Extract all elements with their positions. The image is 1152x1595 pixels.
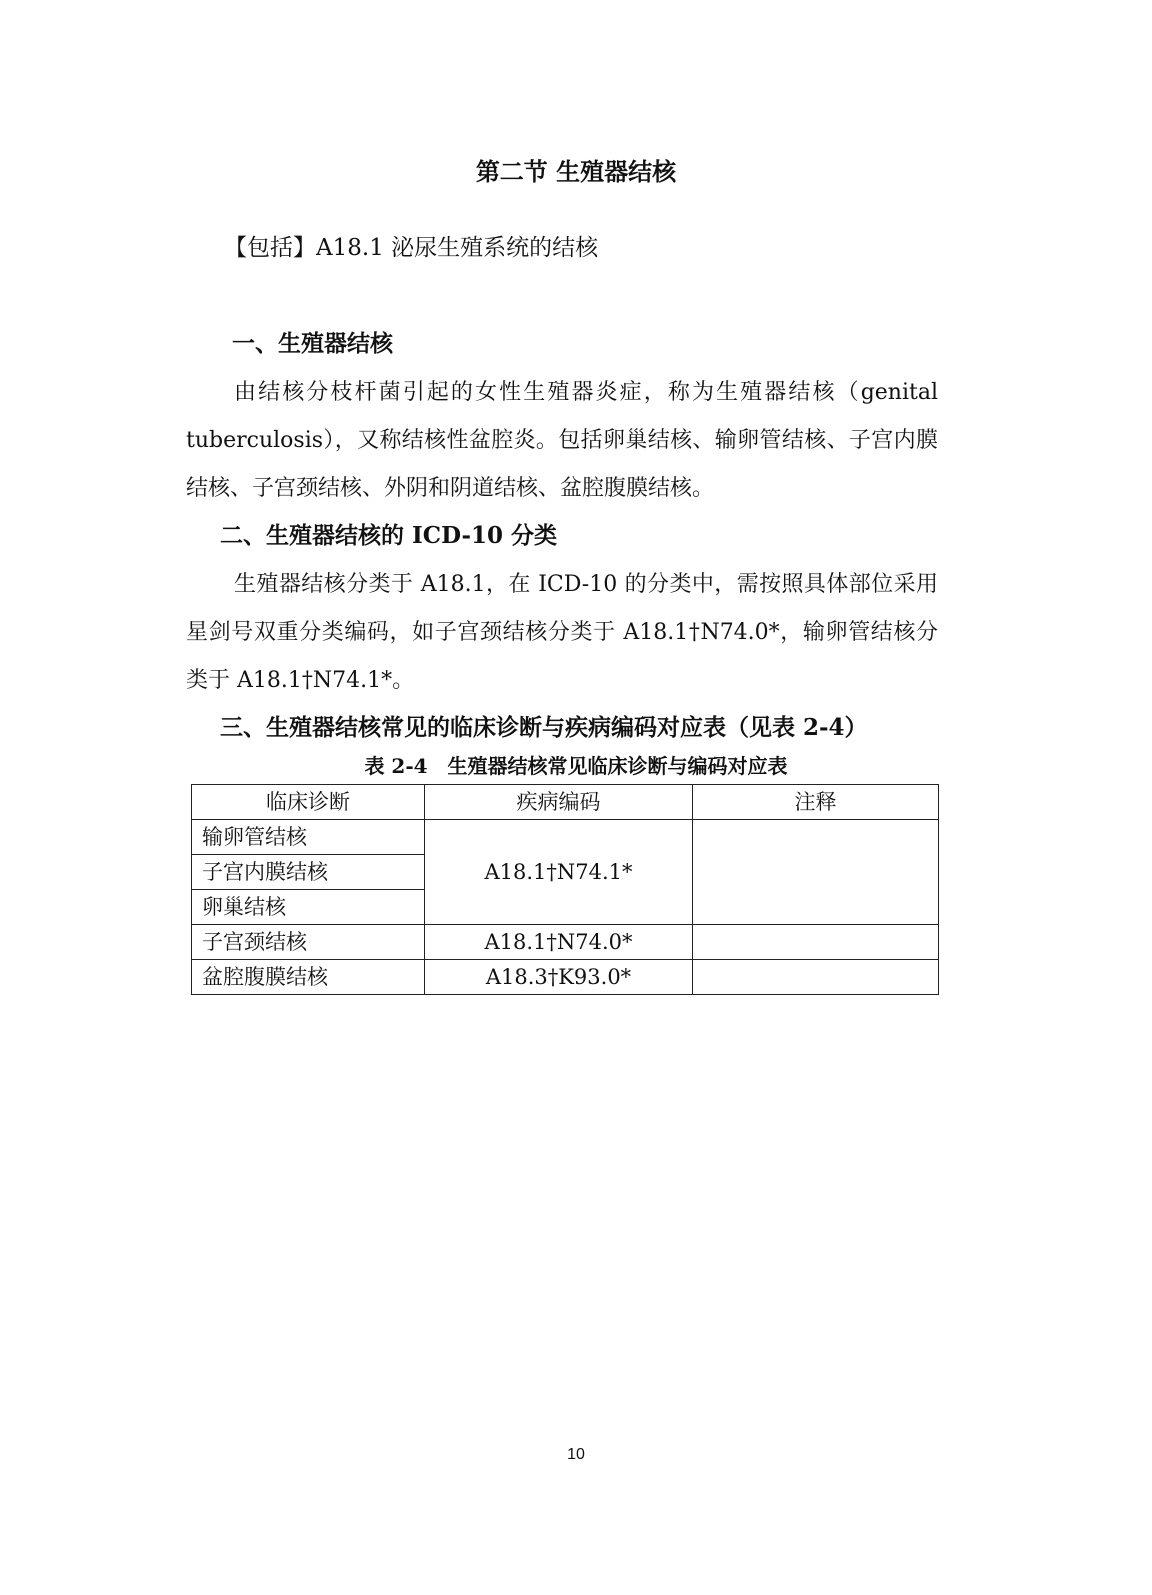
- diagnosis-cell: 子宫颈结核: [192, 925, 425, 960]
- heading-2: 二、生殖器结核的 ICD-10 分类: [220, 522, 558, 549]
- table-caption: 表 2-4 生殖器结核常见临床诊断与编码对应表: [364, 754, 788, 778]
- table-row: [192, 925, 939, 960]
- diagnosis-cell: 输卵管结核: [192, 820, 425, 855]
- code-cell: A18.3†K93.0*: [425, 960, 693, 995]
- heading-1: 一、生殖器结核: [232, 330, 393, 357]
- code-cell-merged: A18.1†N74.1*: [425, 820, 693, 925]
- code-cell: A18.1†N74.0*: [425, 925, 693, 960]
- header-note: 注释: [693, 785, 939, 820]
- diagnosis-cell: 盆腔腹膜结核: [192, 960, 425, 995]
- table-row: [192, 960, 939, 995]
- heading-3: 三、生殖器结核常见的临床诊断与疾病编码对应表（见表 2-4）: [220, 714, 868, 741]
- note-cell: [693, 925, 939, 960]
- page-number: 10: [567, 1446, 585, 1463]
- paragraph-2: 生殖器结核分类于 A18.1，在 ICD-10 的分类中，需按照具体部位采用星剑号双重分类编码，如子宫颈结核分类于 A18.1†N74.0*，输卵管结核分类于 A18.1†N74.1*。: [186, 572, 938, 693]
- header-diagnosis: 临床诊断: [192, 785, 425, 820]
- table-header-row: [192, 785, 939, 820]
- section-title: 第二节 生殖器结核: [475, 157, 677, 186]
- table-row: [192, 820, 939, 855]
- diagnosis-cell: 子宫内膜结核: [192, 855, 425, 890]
- header-code: 疾病编码: [425, 785, 693, 820]
- include-line: 【包括】A18.1 泌尿生殖系统的结核: [224, 235, 599, 261]
- note-cell-merged: [693, 820, 939, 925]
- paragraph-1: 由结核分枝杆菌引起的女性生殖器炎症，称为生殖器结核（genital tuberculosis），又称结核性盆腔炎。包括卵巢结核、输卵管结核、子宫内膜结核、子宫颈结核、外阴和阴道结核、盆腔腹膜结核。: [186, 380, 938, 501]
- diagnosis-code-table: [191, 784, 939, 995]
- note-cell: [693, 960, 939, 995]
- diagnosis-cell: 卵巢结核: [192, 890, 425, 925]
